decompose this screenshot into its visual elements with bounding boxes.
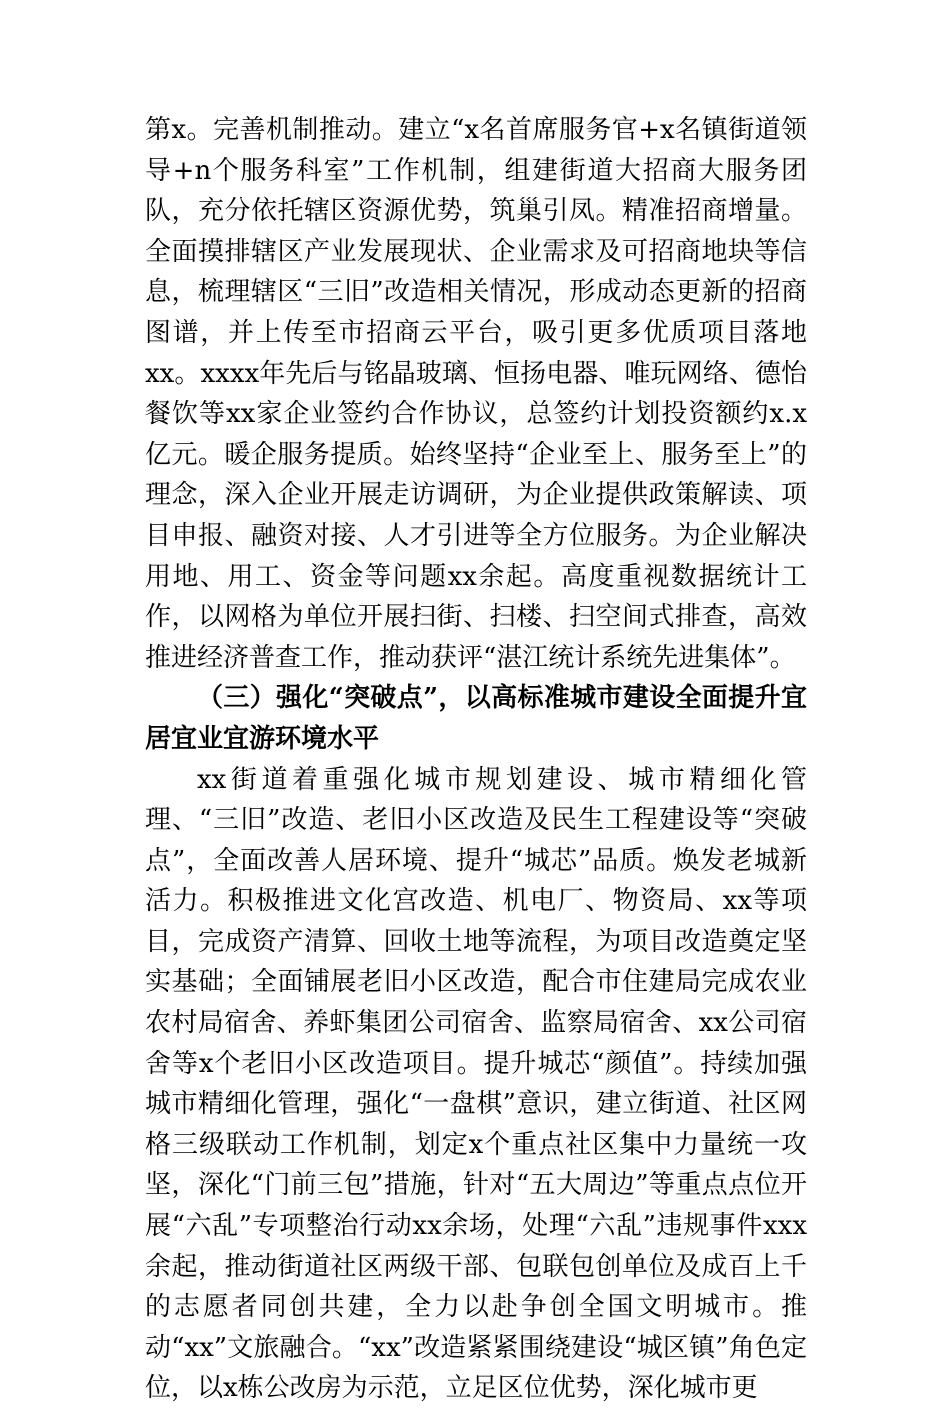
body-paragraph-1: 第x。完善机制推动。建立“x名首席服务官+x名镇街道领导+n个服务科室”工作机制，组建街道大招商大服务团队，充分依托辖区资源优势，筑巢引凤。精准招商增量。全面摸排辖区产业发展现状、企业需求及可招商地块等信息，梳理辖区“三旧”改造相关情况，形成动态更新的招商图谱，并上传至市招商云平台，吸引更多优质项目落地xx。xxxx年先后与铭晶玻璃、恒扬电器、唯玩网络、德怡餐饮等xx家企业签约合作协议，总签约计划投资额约x.x亿元。暖企服务提质。始终坚持“企业至上、服务至上”的理念，深入企业开展走访调研，为企业提供政策解读、项目申报、融资对接、人才引进等全方位服务。为企业解决用地、用工、资金等问题xx余起。高度重视数据统计工作，以网格为单位开展扫街、扫楼、扫空间式排查，高效推进经济普查工作，推动获评“湛江统计系统先进集体”。	[145, 110, 807, 678]
document-page	[145, 110, 807, 1409]
section-heading-3: （三）强化“突破点”，以高标准城市建设全面提升宜居宜业宜游环境水平	[145, 678, 807, 759]
body-paragraph-2: xx街道着重强化城市规划建设、城市精细化管理、“三旧”改造、老旧小区改造及民生工程建设等“突破点”，全面改善人居环境、提升“城芯”品质。焕发老城新活力。积极推进文化宫改造、机电厂、物资局、xx等项目，完成资产清算、回收土地等流程，为项目改造奠定坚实基础；全面铺展老旧小区改造，配合市住建局完成农业农村局宿舍、养虾集团公司宿舍、监察局宿舍、xx公司宿舍等x个老旧小区改造项目。提升城芯“颜值”。持续加强城市精细化管理，强化“一盘棋”意识，建立街道、社区网格三级联动工作机制，划定x个重点社区集中力量统一攻坚，深化“门前三包”措施，针对“五大周边”等重点点位开展“六乱”专项整治行动xx余场，处理“六乱”违规事件xxx余起，推动街道社区两级干部、包联包创单位及成百上千的志愿者同创共建，全力以赴争创全国文明城市。推动“xx”文旅融合。“xx”改造紧紧围绕建设“城区镇”角色定位，以x栋公改房为示范，立足区位优势，深化城市更	[145, 760, 807, 1409]
